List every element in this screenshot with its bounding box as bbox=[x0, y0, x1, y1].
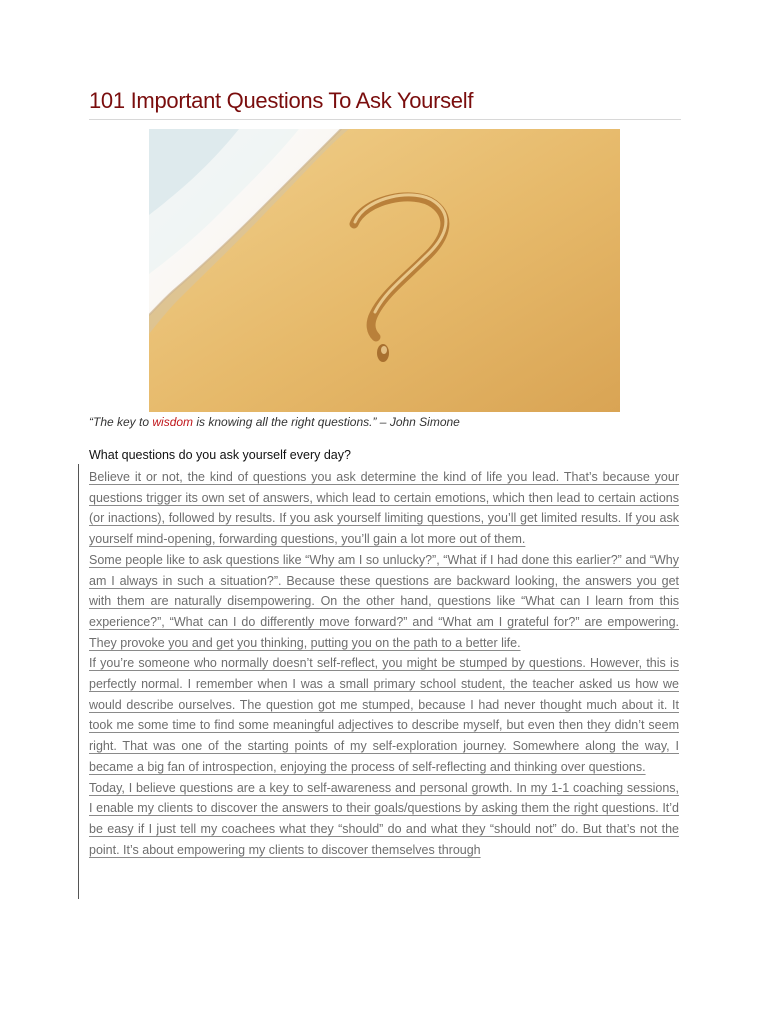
margin-change-bar bbox=[78, 464, 79, 899]
sand-question-mark-illustration bbox=[149, 129, 620, 412]
hero-image bbox=[149, 129, 620, 412]
article-body bbox=[89, 467, 679, 900]
paragraph: Believe it or not, the kind of questions you ask determine the kind of life you lead. That’s because your questions trigger its own set of answers, which lead to certain emotions, which then lead to certain actions (or inactions), followed by results. If you ask yourself limiting questions, you’ll get limited results. If you ask yourself mind-opening, forwarding questions, you’ll gain a lot more out of them. bbox=[89, 470, 679, 547]
quote-text-before: “The key to bbox=[89, 415, 153, 429]
lead-question: What questions do you ask yourself every day? bbox=[89, 448, 351, 462]
paragraph: Today, I believe questions are a key to self-awareness and personal growth. In my 1-1 coaching sessions, I enable my clients to discover the answers to their goals/questions by asking them the right questions. It’d be easy if I just tell my coachees what they “should” do and what they “should not” do. But that’s not the point. It’s about empowering my clients to discover themselves through bbox=[89, 780, 679, 857]
page-title: 101 Important Questions To Ask Yourself bbox=[89, 88, 681, 120]
paragraph: If you’re someone who normally doesn’t self-reflect, you might be stumped by questions. However, this is perfectly normal. I remember when I was a small primary school student, the teacher asked us how we would describe ourselves. The question got me stumped, because I had never thought much about it. It took me some time to find some meaningful adjectives to describe myself, but even then they didn’t seem right. That was one of the starting points of my self-exploration journey. Somewhere along the way, I became a big fan of introspection, enjoying the process of self-reflecting and thinking over questions. bbox=[89, 656, 679, 774]
epigraph-quote bbox=[89, 415, 460, 429]
quote-text-after: is knowing all the right questions.” – John Simone bbox=[193, 415, 460, 429]
paragraph: Some people like to ask questions like “Why am I so unlucky?”, “What if I had done this earlier?” and “Why am I always in such a situation?”. Because these questions are backward looking, the answers you get with them are naturally disempowering. On the other hand, questions like “What can I learn from this experience?”, “What can I do differently move forward?” and “What am I grateful for?” are empowering. They provoke you and get you thinking, putting you on the path to a better life. bbox=[89, 552, 679, 650]
quote-highlight-wisdom: wisdom bbox=[152, 415, 194, 429]
